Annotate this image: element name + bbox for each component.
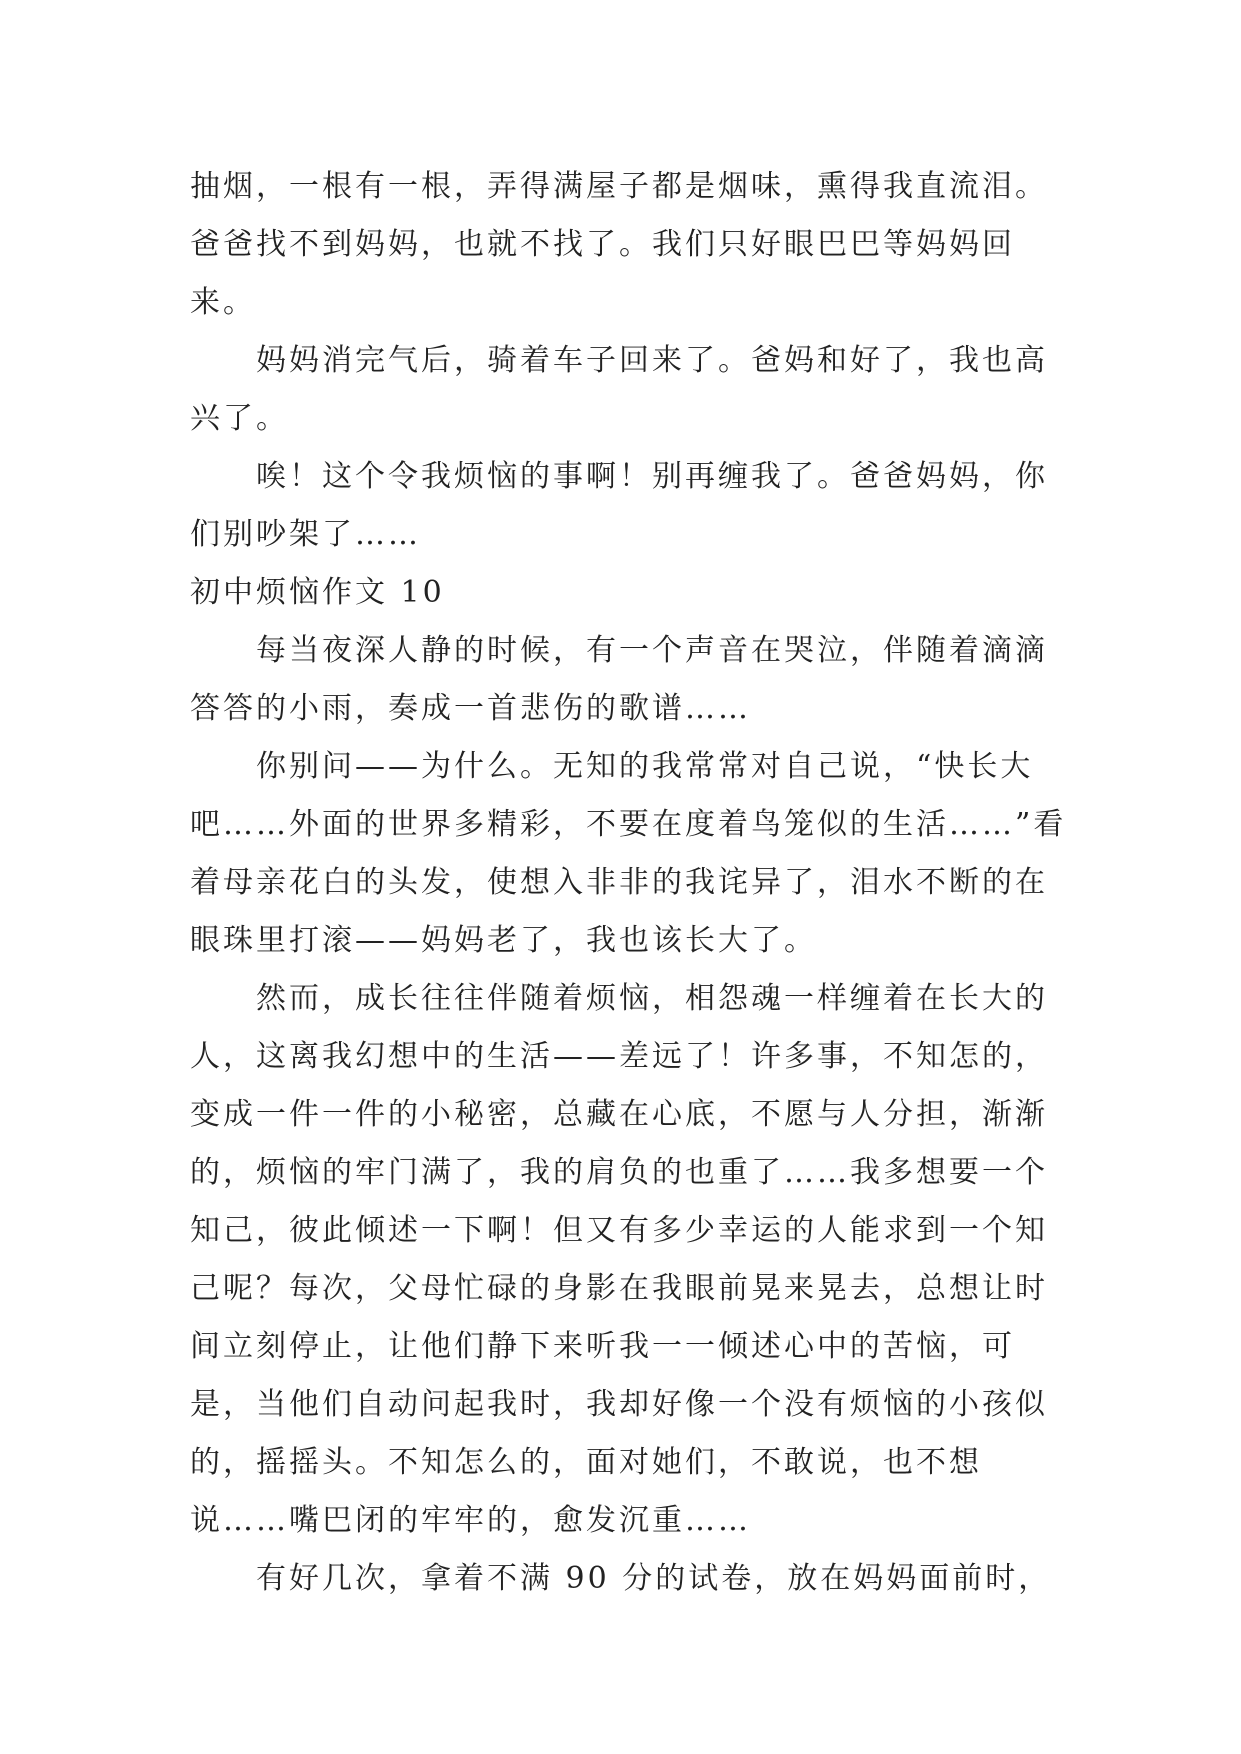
paragraph: 有好几次，拿着不满 90 分的试卷，放在妈妈面前时， [256,1561,1052,1596]
paragraph: 妈妈消完气后，骑着车子回来了。爸妈和好了，我也高兴了。 [190,343,1048,436]
paragraph: 然而，成长往往伴随着烦恼，相怨魂一样缠着在长大的人，这离我幻想中的生活——差远了！许多事，不知怎的，变成一件一件的小秘密，总藏在心底，不愿与人分担，渐渐的，烦恼的牢门满了，我的肩负的也重了……我多想要一个知己，彼此倾述一下啊！但又有多少幸运的人能求到一个知己呢？每次，父母忙碌的身影在我眼前晃来晃去，总想让时间立刻停止，让他们静下来听我一一倾述心中的苦恼，可是，当他们自动问起我时，我却好像一个没有烦恼的小孩似的，摇摇头。不知怎么的，面对她们，不敢说，也不想说……嘴巴闭的牢牢的，愈发沉重…… [190,981,1048,1538]
paragraph: 唉！这个令我烦恼的事啊！别再缠我了。爸爸妈妈，你们别吵架了…… [190,459,1048,552]
section-heading: 初中烦恼作文 10 [190,575,445,610]
paragraph: 你别问——为什么。无知的我常常对自己说，“快长大吧……外面的世界多精彩，不要在度着鸟笼似的生活……”看着母亲花白的头发，使想入非非的我诧异了，泪水不断的在眼珠里打滚——妈妈老了，我也该长大了。 [190,749,1067,958]
paragraph: 每当夜深人静的时候，有一个声音在哭泣，伴随着滴滴答答的小雨，奏成一首悲伤的歌谱…… [190,633,1048,726]
document-body [190,158,1070,1608]
paragraph-continuation: 抽烟，一根有一根，弄得满屋子都是烟味，熏得我直流泪。爸爸找不到妈妈，也就不找了。我们只好眼巴巴等妈妈回来。 [190,169,1048,320]
